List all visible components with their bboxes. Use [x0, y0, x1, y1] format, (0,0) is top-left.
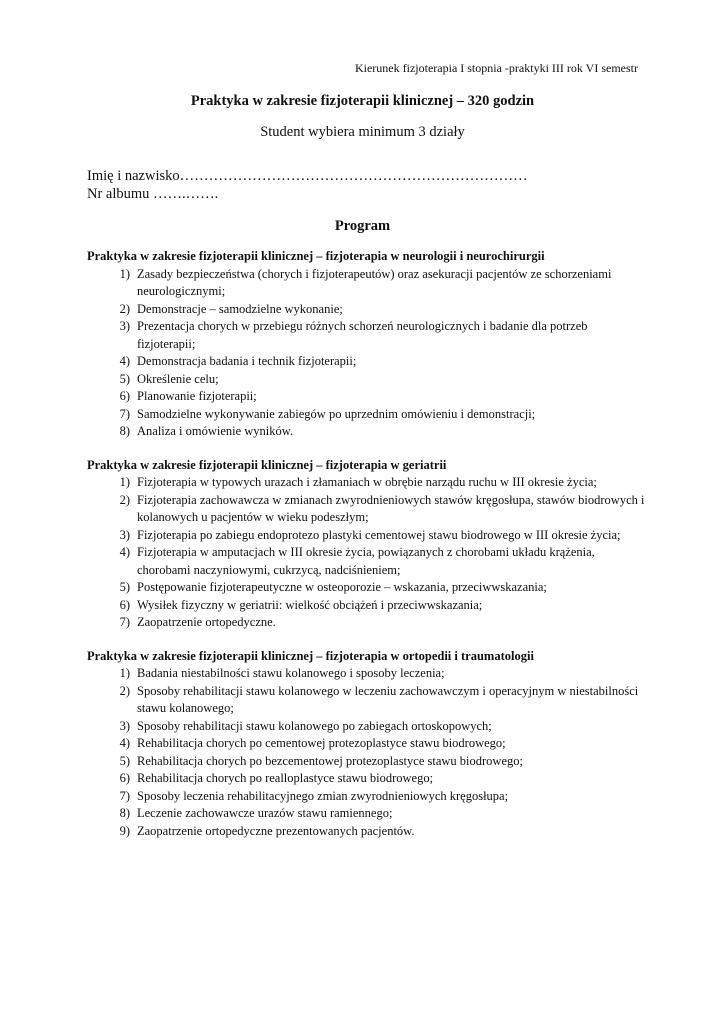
list-item	[87, 301, 647, 319]
item-text: Określenie celu;	[137, 371, 219, 386]
list-item	[87, 805, 647, 823]
item-text: Rehabilitacja chorych po bezcementowej protezoplastyce stawu biodrowego;	[137, 753, 523, 768]
section-list	[87, 474, 647, 632]
list-item	[87, 823, 647, 841]
item-number: 3)	[119, 718, 130, 733]
list-item	[87, 423, 647, 441]
item-text: Badania niestabilności stawu kolanowego i sposoby leczenia;	[137, 666, 445, 680]
section-list	[87, 665, 647, 840]
item-number: 2)	[119, 492, 130, 507]
section-geriatrics	[87, 457, 647, 632]
item-number: 7)	[119, 615, 130, 629]
item-text: Prezentacja chorych w przebiegu różnych schorzeń neurologicznych i badanie dla potrzeb fizjoterapii;	[137, 319, 588, 351]
list-item	[87, 718, 647, 736]
item-text: Demonstracja badania i technik fizjoterapii;	[137, 354, 357, 368]
item-text: Analiza i omówienie wyników.	[137, 424, 294, 438]
list-item	[87, 492, 647, 527]
list-item	[87, 770, 647, 788]
section-orthopedics	[87, 648, 647, 841]
item-number: 2)	[119, 683, 130, 698]
item-text: Postępowanie fizjoterapeutyczne w osteoporozie – wskazania, przeciwwskazania;	[137, 580, 547, 594]
item-number: 6)	[119, 771, 130, 785]
list-item	[87, 665, 647, 683]
item-text: Wysiłek fizyczny w geriatrii: wielkość obciążeń i przeciwwskazania;	[137, 597, 483, 612]
item-number: 6)	[119, 389, 130, 403]
list-item	[87, 388, 647, 406]
item-text: Sposoby rehabilitacji stawu kolanowego po zabiegach ortoskopowych;	[137, 718, 492, 733]
section-title: Praktyka w zakresie fizjoterapii klinicznej – fizjoterapia w geriatrii	[87, 457, 447, 472]
program-heading: Program	[334, 218, 391, 234]
item-text: Zasady bezpieczeństwa (chorych i fizjoterapeutów) oraz asekuracji pacjentów ze schorzeniami neurologicznymi;	[137, 266, 612, 298]
item-number: 2)	[119, 301, 130, 316]
item-text: Rehabilitacja chorych po cementowej protezoplastyce stawu biodrowego;	[137, 736, 506, 750]
page-title: Praktyka w zakresie fizjoterapii klinicznej – 320 godzin	[190, 93, 535, 109]
item-number: 6)	[119, 597, 130, 612]
item-text: Samodzielne wykonywanie zabiegów po uprzednim omówieniu i demonstracji;	[137, 406, 536, 421]
section-title: Praktyka w zakresie fizjoterapii klinicznej – fizjoterapia w ortopedii i traumatologii	[87, 648, 534, 663]
item-number: 8)	[119, 806, 130, 820]
list-item	[87, 353, 647, 371]
item-text: Zaopatrzenie ortopedyczne prezentowanych pacjentów.	[137, 823, 415, 838]
item-number: 3)	[119, 527, 130, 542]
program-sections	[87, 248, 647, 856]
item-text: Sposoby rehabilitacji stawu kolanowego w leczeniu zachowawczym i operacyjnym w niestabilności stawu kolanowego;	[137, 683, 639, 715]
name-field: Imię i nazwisko………………………………………………………………	[87, 168, 528, 184]
item-text: Fizjoterapia w amputacjach w III okresie życia, powiązanych z chorobami układu krążenia, chorobami naczyniowymi, cukrzycą, nadciśnieniem;	[137, 545, 595, 577]
list-item	[87, 597, 647, 615]
item-text: Planowanie fizjoterapii;	[137, 389, 257, 403]
item-number: 1)	[119, 475, 130, 489]
item-number: 1)	[119, 266, 130, 281]
album-number-field: Nr albumu …….…….	[87, 186, 219, 202]
item-text: Leczenie zachowawcze urazów stawu ramiennego;	[137, 806, 393, 820]
section-list	[87, 266, 647, 441]
item-text: Rehabilitacja chorych po realloplastyce stawu biodrowego;	[137, 771, 434, 785]
list-item	[87, 474, 647, 492]
item-number: 5)	[119, 580, 130, 594]
item-number: 1)	[119, 666, 130, 680]
item-number: 9)	[119, 823, 130, 838]
list-item	[87, 527, 647, 545]
item-text: Zaopatrzenie ortopedyczne.	[137, 615, 276, 629]
list-item	[87, 406, 647, 424]
section-neurology	[87, 248, 647, 441]
section-title: Praktyka w zakresie fizjoterapii klinicznej – fizjoterapia w neurologii i neurochirurgii	[87, 249, 545, 263]
list-item	[87, 753, 647, 771]
header-note: Kierunek fizjoterapia I stopnia -praktyki III rok VI semestr	[354, 61, 638, 75]
list-item	[87, 544, 647, 579]
page-subtitle: Student wybiera minimum 3 działy	[260, 124, 465, 140]
item-number: 8)	[119, 424, 130, 438]
item-number: 7)	[119, 788, 130, 803]
item-number: 5)	[119, 753, 130, 768]
item-text: Fizjoterapia po zabiegu endoprotezo plastyki cementowej stawu biodrowego w III okresie życia;	[137, 527, 621, 542]
list-item	[87, 266, 647, 301]
list-item	[87, 614, 647, 632]
item-text: Fizjoterapia w typowych urazach i złamaniach w obrębie narządu ruchu w III okresie życia;	[137, 475, 597, 489]
list-item	[87, 371, 647, 389]
item-number: 4)	[119, 736, 130, 750]
item-text: Fizjoterapia zachowawcza w zmianach zwyrodnieniowych stawów kręgosłupa, stawów biodrowych i kolanowych u pacjentów w wieku podeszłym;	[137, 492, 645, 524]
item-number: 7)	[119, 406, 130, 421]
item-number: 4)	[119, 354, 130, 368]
list-item	[87, 683, 647, 718]
list-item	[87, 788, 647, 806]
item-text: Demonstracje – samodzielne wykonanie;	[137, 301, 343, 316]
item-number: 3)	[119, 319, 130, 333]
item-number: 5)	[119, 371, 130, 386]
list-item	[87, 579, 647, 597]
item-number: 4)	[119, 545, 130, 559]
item-text: Sposoby leczenia rehabilitacyjnego zmian zwyrodnieniowych kręgosłupa;	[137, 788, 509, 803]
list-item	[87, 318, 647, 353]
list-item	[87, 735, 647, 753]
